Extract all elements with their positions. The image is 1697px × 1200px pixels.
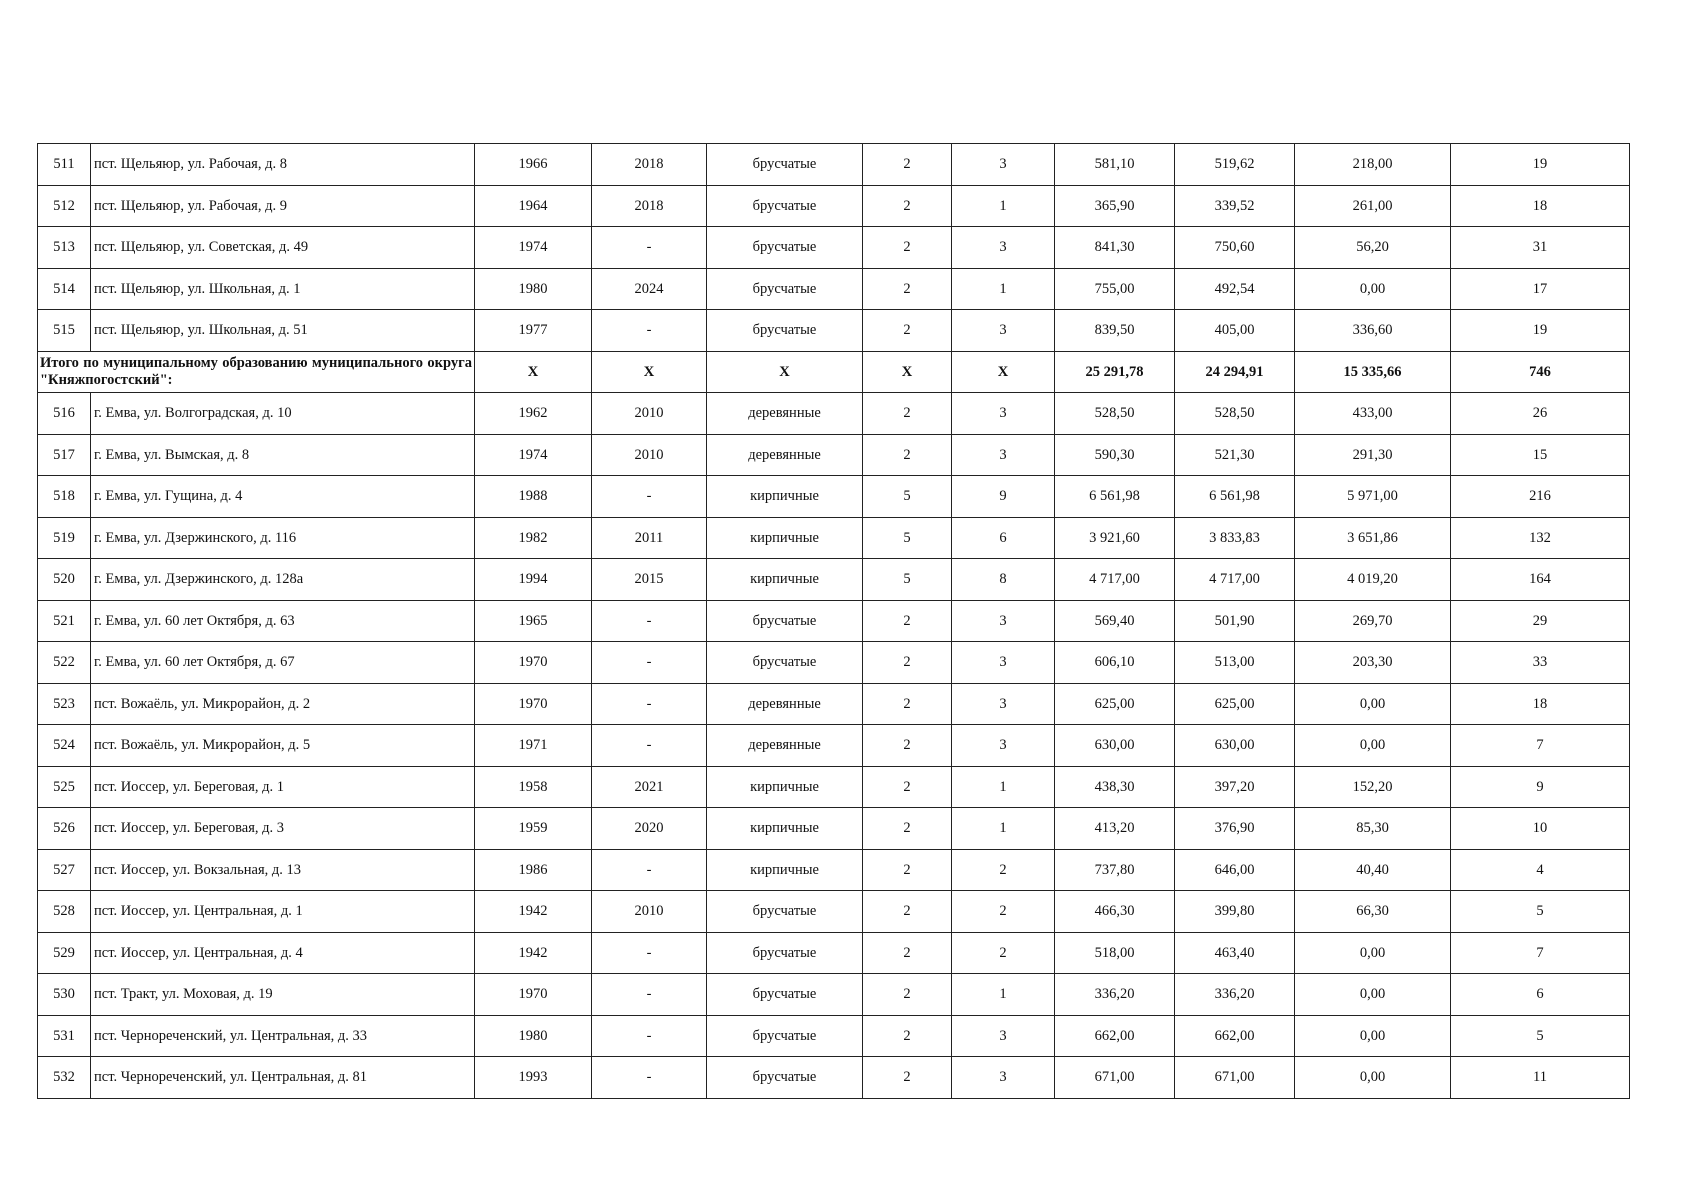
entrances-cell: 3 <box>952 434 1055 476</box>
wall-material-cell: брусчатые <box>707 1057 863 1099</box>
housing-register-table <box>37 143 1630 1099</box>
wall-material-cell: кирпичные <box>707 517 863 559</box>
residential-area-cell: 492,54 <box>1175 268 1295 310</box>
private-area-cell: 0,00 <box>1295 725 1451 767</box>
private-area-cell: 15 335,66 <box>1295 351 1451 393</box>
year-repair-cell: - <box>592 683 707 725</box>
residential-area-cell: 662,00 <box>1175 1015 1295 1057</box>
table-row <box>38 808 1630 850</box>
row-number-cell: 531 <box>38 1015 91 1057</box>
year-repair-cell: - <box>592 310 707 352</box>
total-area-cell: 841,30 <box>1055 227 1175 269</box>
entrances-cell: 3 <box>952 227 1055 269</box>
entrances-cell: 2 <box>952 932 1055 974</box>
private-area-cell: 0,00 <box>1295 1015 1451 1057</box>
residents-cell: 11 <box>1451 1057 1630 1099</box>
entrances-cell: 1 <box>952 974 1055 1016</box>
row-number-cell: 519 <box>38 517 91 559</box>
floors-cell: 5 <box>863 517 952 559</box>
residential-area-cell: 336,20 <box>1175 974 1295 1016</box>
table-row <box>38 310 1630 352</box>
table-row <box>38 1015 1630 1057</box>
residents-cell: 132 <box>1451 517 1630 559</box>
table-row <box>38 268 1630 310</box>
residential-area-cell: 750,60 <box>1175 227 1295 269</box>
year-built-cell: 1965 <box>475 600 592 642</box>
row-number-cell: 513 <box>38 227 91 269</box>
year-built-cell: X <box>475 351 592 393</box>
year-built-cell: 1994 <box>475 559 592 601</box>
residents-cell: 33 <box>1451 642 1630 684</box>
residential-area-cell: 399,80 <box>1175 891 1295 933</box>
table-row <box>38 1057 1630 1099</box>
residential-area-cell: 528,50 <box>1175 393 1295 435</box>
row-number-cell: 515 <box>38 310 91 352</box>
year-built-cell: 1993 <box>475 1057 592 1099</box>
entrances-cell: 3 <box>952 144 1055 186</box>
residential-area-cell: 397,20 <box>1175 766 1295 808</box>
wall-material-cell: деревянные <box>707 393 863 435</box>
residents-cell: 216 <box>1451 476 1630 518</box>
address-cell: пст. Тракт, ул. Моховая, д. 19 <box>91 974 475 1016</box>
row-number-cell: 528 <box>38 891 91 933</box>
wall-material-cell: кирпичные <box>707 849 863 891</box>
residential-area-cell: 463,40 <box>1175 932 1295 974</box>
private-area-cell: 0,00 <box>1295 683 1451 725</box>
private-area-cell: 0,00 <box>1295 932 1451 974</box>
address-cell: пст. Щельяюр, ул. Школьная, д. 1 <box>91 268 475 310</box>
table-row <box>38 393 1630 435</box>
floors-cell: 2 <box>863 185 952 227</box>
wall-material-cell: кирпичные <box>707 766 863 808</box>
year-repair-cell: 2024 <box>592 268 707 310</box>
entrances-cell: 6 <box>952 517 1055 559</box>
wall-material-cell: кирпичные <box>707 808 863 850</box>
wall-material-cell: брусчатые <box>707 600 863 642</box>
row-number-cell: 511 <box>38 144 91 186</box>
row-number-cell: 525 <box>38 766 91 808</box>
year-built-cell: 1977 <box>475 310 592 352</box>
residents-cell: 5 <box>1451 1015 1630 1057</box>
entrances-cell: 3 <box>952 642 1055 684</box>
year-repair-cell: - <box>592 932 707 974</box>
wall-material-cell: деревянные <box>707 683 863 725</box>
residents-cell: 26 <box>1451 393 1630 435</box>
total-area-cell: 839,50 <box>1055 310 1175 352</box>
year-built-cell: 1958 <box>475 766 592 808</box>
floors-cell: 2 <box>863 310 952 352</box>
address-cell: пст. Иоссер, ул. Центральная, д. 1 <box>91 891 475 933</box>
row-number-cell: 527 <box>38 849 91 891</box>
residential-area-cell: 405,00 <box>1175 310 1295 352</box>
residents-cell: 10 <box>1451 808 1630 850</box>
total-area-cell: 466,30 <box>1055 891 1175 933</box>
year-repair-cell: X <box>592 351 707 393</box>
entrances-cell: 1 <box>952 808 1055 850</box>
wall-material-cell: брусчатые <box>707 891 863 933</box>
residents-cell: 18 <box>1451 683 1630 725</box>
address-cell: г. Емва, ул. 60 лет Октября, д. 67 <box>91 642 475 684</box>
table-row <box>38 434 1630 476</box>
floors-cell: 2 <box>863 600 952 642</box>
private-area-cell: 291,30 <box>1295 434 1451 476</box>
private-area-cell: 40,40 <box>1295 849 1451 891</box>
row-number-cell: 529 <box>38 932 91 974</box>
private-area-cell: 56,20 <box>1295 227 1451 269</box>
year-repair-cell: 2010 <box>592 891 707 933</box>
year-built-cell: 1942 <box>475 932 592 974</box>
private-area-cell: 218,00 <box>1295 144 1451 186</box>
table-row <box>38 725 1630 767</box>
total-area-cell: 755,00 <box>1055 268 1175 310</box>
entrances-cell: 9 <box>952 476 1055 518</box>
floors-cell: 2 <box>863 725 952 767</box>
entrances-cell: 3 <box>952 683 1055 725</box>
residential-area-cell: 671,00 <box>1175 1057 1295 1099</box>
wall-material-cell: деревянные <box>707 725 863 767</box>
address-cell: пст. Чернореченский, ул. Центральная, д. 81 <box>91 1057 475 1099</box>
table-body <box>38 144 1630 1099</box>
residential-area-cell: 24 294,91 <box>1175 351 1295 393</box>
private-area-cell: 203,30 <box>1295 642 1451 684</box>
year-repair-cell: - <box>592 725 707 767</box>
year-built-cell: 1980 <box>475 1015 592 1057</box>
year-repair-cell: 2018 <box>592 144 707 186</box>
year-repair-cell: - <box>592 476 707 518</box>
residential-area-cell: 376,90 <box>1175 808 1295 850</box>
year-built-cell: 1982 <box>475 517 592 559</box>
address-cell: пст. Чернореченский, ул. Центральная, д. 33 <box>91 1015 475 1057</box>
floors-cell: 2 <box>863 766 952 808</box>
entrances-cell: 3 <box>952 393 1055 435</box>
residents-cell: 4 <box>1451 849 1630 891</box>
floors-cell: 2 <box>863 642 952 684</box>
table-row <box>38 185 1630 227</box>
wall-material-cell: брусчатые <box>707 185 863 227</box>
residents-cell: 6 <box>1451 974 1630 1016</box>
table-row <box>38 227 1630 269</box>
floors-cell: 2 <box>863 932 952 974</box>
year-repair-cell: 2011 <box>592 517 707 559</box>
address-cell: г. Емва, ул. Вымская, д. 8 <box>91 434 475 476</box>
row-number-cell: 522 <box>38 642 91 684</box>
address-cell: пст. Иоссер, ул. Вокзальная, д. 13 <box>91 849 475 891</box>
year-repair-cell: 2015 <box>592 559 707 601</box>
residents-cell: 746 <box>1451 351 1630 393</box>
floors-cell: 2 <box>863 891 952 933</box>
total-area-cell: 4 717,00 <box>1055 559 1175 601</box>
address-cell: г. Емва, ул. Гущина, д. 4 <box>91 476 475 518</box>
wall-material-cell: X <box>707 351 863 393</box>
private-area-cell: 66,30 <box>1295 891 1451 933</box>
year-built-cell: 1970 <box>475 683 592 725</box>
residents-cell: 9 <box>1451 766 1630 808</box>
row-number-cell: 518 <box>38 476 91 518</box>
residential-area-cell: 513,00 <box>1175 642 1295 684</box>
year-built-cell: 1970 <box>475 642 592 684</box>
floors-cell: 2 <box>863 268 952 310</box>
wall-material-cell: брусчатые <box>707 310 863 352</box>
table-row <box>38 144 1630 186</box>
wall-material-cell: брусчатые <box>707 642 863 684</box>
year-repair-cell: 2010 <box>592 434 707 476</box>
residential-area-cell: 4 717,00 <box>1175 559 1295 601</box>
wall-material-cell: кирпичные <box>707 476 863 518</box>
table-row <box>38 642 1630 684</box>
address-cell: г. Емва, ул. Волгоградская, д. 10 <box>91 393 475 435</box>
year-repair-cell: - <box>592 1015 707 1057</box>
residents-cell: 29 <box>1451 600 1630 642</box>
total-area-cell: 662,00 <box>1055 1015 1175 1057</box>
wall-material-cell: кирпичные <box>707 559 863 601</box>
table-row <box>38 559 1630 601</box>
address-cell: пст. Щельяюр, ул. Рабочая, д. 9 <box>91 185 475 227</box>
total-label-cell: Итого по муниципальному образованию муниципального округа "Княжпогостский": <box>38 351 475 393</box>
year-built-cell: 1971 <box>475 725 592 767</box>
total-area-cell: 737,80 <box>1055 849 1175 891</box>
table-row <box>38 891 1630 933</box>
private-area-cell: 85,30 <box>1295 808 1451 850</box>
private-area-cell: 0,00 <box>1295 1057 1451 1099</box>
floors-cell: 2 <box>863 808 952 850</box>
residential-area-cell: 3 833,83 <box>1175 517 1295 559</box>
private-area-cell: 269,70 <box>1295 600 1451 642</box>
row-number-cell: 526 <box>38 808 91 850</box>
entrances-cell: 2 <box>952 849 1055 891</box>
year-repair-cell: 2020 <box>592 808 707 850</box>
year-repair-cell: 2021 <box>592 766 707 808</box>
residential-area-cell: 339,52 <box>1175 185 1295 227</box>
private-area-cell: 261,00 <box>1295 185 1451 227</box>
year-built-cell: 1959 <box>475 808 592 850</box>
residential-area-cell: 646,00 <box>1175 849 1295 891</box>
year-repair-cell: - <box>592 1057 707 1099</box>
total-area-cell: 25 291,78 <box>1055 351 1175 393</box>
row-number-cell: 521 <box>38 600 91 642</box>
row-number-cell: 520 <box>38 559 91 601</box>
table-row <box>38 974 1630 1016</box>
entrances-cell: 1 <box>952 185 1055 227</box>
year-repair-cell: - <box>592 642 707 684</box>
floors-cell: 2 <box>863 849 952 891</box>
total-area-cell: 590,30 <box>1055 434 1175 476</box>
residential-area-cell: 625,00 <box>1175 683 1295 725</box>
year-built-cell: 1974 <box>475 434 592 476</box>
total-area-cell: 581,10 <box>1055 144 1175 186</box>
total-area-cell: 606,10 <box>1055 642 1175 684</box>
row-number-cell: 517 <box>38 434 91 476</box>
residents-cell: 164 <box>1451 559 1630 601</box>
private-area-cell: 0,00 <box>1295 268 1451 310</box>
total-area-cell: 6 561,98 <box>1055 476 1175 518</box>
floors-cell: 2 <box>863 144 952 186</box>
table-row <box>38 932 1630 974</box>
total-area-cell: 630,00 <box>1055 725 1175 767</box>
table-row <box>38 517 1630 559</box>
private-area-cell: 433,00 <box>1295 393 1451 435</box>
wall-material-cell: брусчатые <box>707 974 863 1016</box>
year-built-cell: 1942 <box>475 891 592 933</box>
row-number-cell: 512 <box>38 185 91 227</box>
address-cell: г. Емва, ул. Дзержинского, д. 128а <box>91 559 475 601</box>
address-cell: г. Емва, ул. 60 лет Октября, д. 63 <box>91 600 475 642</box>
table-row <box>38 766 1630 808</box>
year-repair-cell: - <box>592 227 707 269</box>
floors-cell: 5 <box>863 476 952 518</box>
floors-cell: 2 <box>863 393 952 435</box>
private-area-cell: 5 971,00 <box>1295 476 1451 518</box>
table-row <box>38 849 1630 891</box>
total-area-cell: 438,30 <box>1055 766 1175 808</box>
residential-area-cell: 521,30 <box>1175 434 1295 476</box>
total-area-cell: 671,00 <box>1055 1057 1175 1099</box>
residents-cell: 19 <box>1451 144 1630 186</box>
row-number-cell: 524 <box>38 725 91 767</box>
floors-cell: 2 <box>863 683 952 725</box>
entrances-cell: 8 <box>952 559 1055 601</box>
floors-cell: 2 <box>863 1015 952 1057</box>
wall-material-cell: брусчатые <box>707 932 863 974</box>
entrances-cell: 1 <box>952 766 1055 808</box>
total-area-cell: 3 921,60 <box>1055 517 1175 559</box>
private-area-cell: 3 651,86 <box>1295 517 1451 559</box>
residents-cell: 18 <box>1451 185 1630 227</box>
row-number-cell: 523 <box>38 683 91 725</box>
total-area-cell: 569,40 <box>1055 600 1175 642</box>
entrances-cell: 3 <box>952 1015 1055 1057</box>
residents-cell: 5 <box>1451 891 1630 933</box>
wall-material-cell: деревянные <box>707 434 863 476</box>
year-built-cell: 1980 <box>475 268 592 310</box>
residents-cell: 19 <box>1451 310 1630 352</box>
year-built-cell: 1970 <box>475 974 592 1016</box>
residential-area-cell: 519,62 <box>1175 144 1295 186</box>
year-built-cell: 1974 <box>475 227 592 269</box>
residents-cell: 15 <box>1451 434 1630 476</box>
address-cell: пст. Иоссер, ул. Береговая, д. 3 <box>91 808 475 850</box>
floors-cell: 5 <box>863 559 952 601</box>
row-number-cell: 532 <box>38 1057 91 1099</box>
floors-cell: 2 <box>863 434 952 476</box>
year-built-cell: 1964 <box>475 185 592 227</box>
row-number-cell: 530 <box>38 974 91 1016</box>
total-area-cell: 413,20 <box>1055 808 1175 850</box>
residential-area-cell: 630,00 <box>1175 725 1295 767</box>
total-area-cell: 365,90 <box>1055 185 1175 227</box>
wall-material-cell: брусчатые <box>707 1015 863 1057</box>
total-row <box>38 351 1630 393</box>
residents-cell: 31 <box>1451 227 1630 269</box>
address-cell: пст. Вожаёль, ул. Микрорайон, д. 5 <box>91 725 475 767</box>
total-area-cell: 528,50 <box>1055 393 1175 435</box>
private-area-cell: 336,60 <box>1295 310 1451 352</box>
year-built-cell: 1966 <box>475 144 592 186</box>
residents-cell: 7 <box>1451 932 1630 974</box>
floors-cell: X <box>863 351 952 393</box>
table-row <box>38 683 1630 725</box>
entrances-cell: X <box>952 351 1055 393</box>
wall-material-cell: брусчатые <box>707 227 863 269</box>
year-built-cell: 1988 <box>475 476 592 518</box>
address-cell: пст. Щельяюр, ул. Школьная, д. 51 <box>91 310 475 352</box>
entrances-cell: 3 <box>952 600 1055 642</box>
wall-material-cell: брусчатые <box>707 268 863 310</box>
table-row <box>38 476 1630 518</box>
private-area-cell: 4 019,20 <box>1295 559 1451 601</box>
year-repair-cell: 2018 <box>592 185 707 227</box>
address-cell: пст. Щельяюр, ул. Рабочая, д. 8 <box>91 144 475 186</box>
residents-cell: 17 <box>1451 268 1630 310</box>
address-cell: г. Емва, ул. Дзержинского, д. 116 <box>91 517 475 559</box>
residential-area-cell: 6 561,98 <box>1175 476 1295 518</box>
year-repair-cell: - <box>592 849 707 891</box>
total-area-cell: 336,20 <box>1055 974 1175 1016</box>
year-repair-cell: 2010 <box>592 393 707 435</box>
address-cell: пст. Вожаёль, ул. Микрорайон, д. 2 <box>91 683 475 725</box>
floors-cell: 2 <box>863 974 952 1016</box>
year-built-cell: 1962 <box>475 393 592 435</box>
year-built-cell: 1986 <box>475 849 592 891</box>
residents-cell: 7 <box>1451 725 1630 767</box>
row-number-cell: 516 <box>38 393 91 435</box>
private-area-cell: 0,00 <box>1295 974 1451 1016</box>
entrances-cell: 3 <box>952 725 1055 767</box>
address-cell: пст. Иоссер, ул. Центральная, д. 4 <box>91 932 475 974</box>
entrances-cell: 1 <box>952 268 1055 310</box>
total-area-cell: 625,00 <box>1055 683 1175 725</box>
entrances-cell: 3 <box>952 1057 1055 1099</box>
row-number-cell: 514 <box>38 268 91 310</box>
total-area-cell: 518,00 <box>1055 932 1175 974</box>
address-cell: пст. Иоссер, ул. Береговая, д. 1 <box>91 766 475 808</box>
floors-cell: 2 <box>863 1057 952 1099</box>
address-cell: пст. Щельяюр, ул. Советская, д. 49 <box>91 227 475 269</box>
private-area-cell: 152,20 <box>1295 766 1451 808</box>
residential-area-cell: 501,90 <box>1175 600 1295 642</box>
entrances-cell: 3 <box>952 310 1055 352</box>
wall-material-cell: брусчатые <box>707 144 863 186</box>
table-row <box>38 600 1630 642</box>
year-repair-cell: - <box>592 600 707 642</box>
entrances-cell: 2 <box>952 891 1055 933</box>
floors-cell: 2 <box>863 227 952 269</box>
year-repair-cell: - <box>592 974 707 1016</box>
